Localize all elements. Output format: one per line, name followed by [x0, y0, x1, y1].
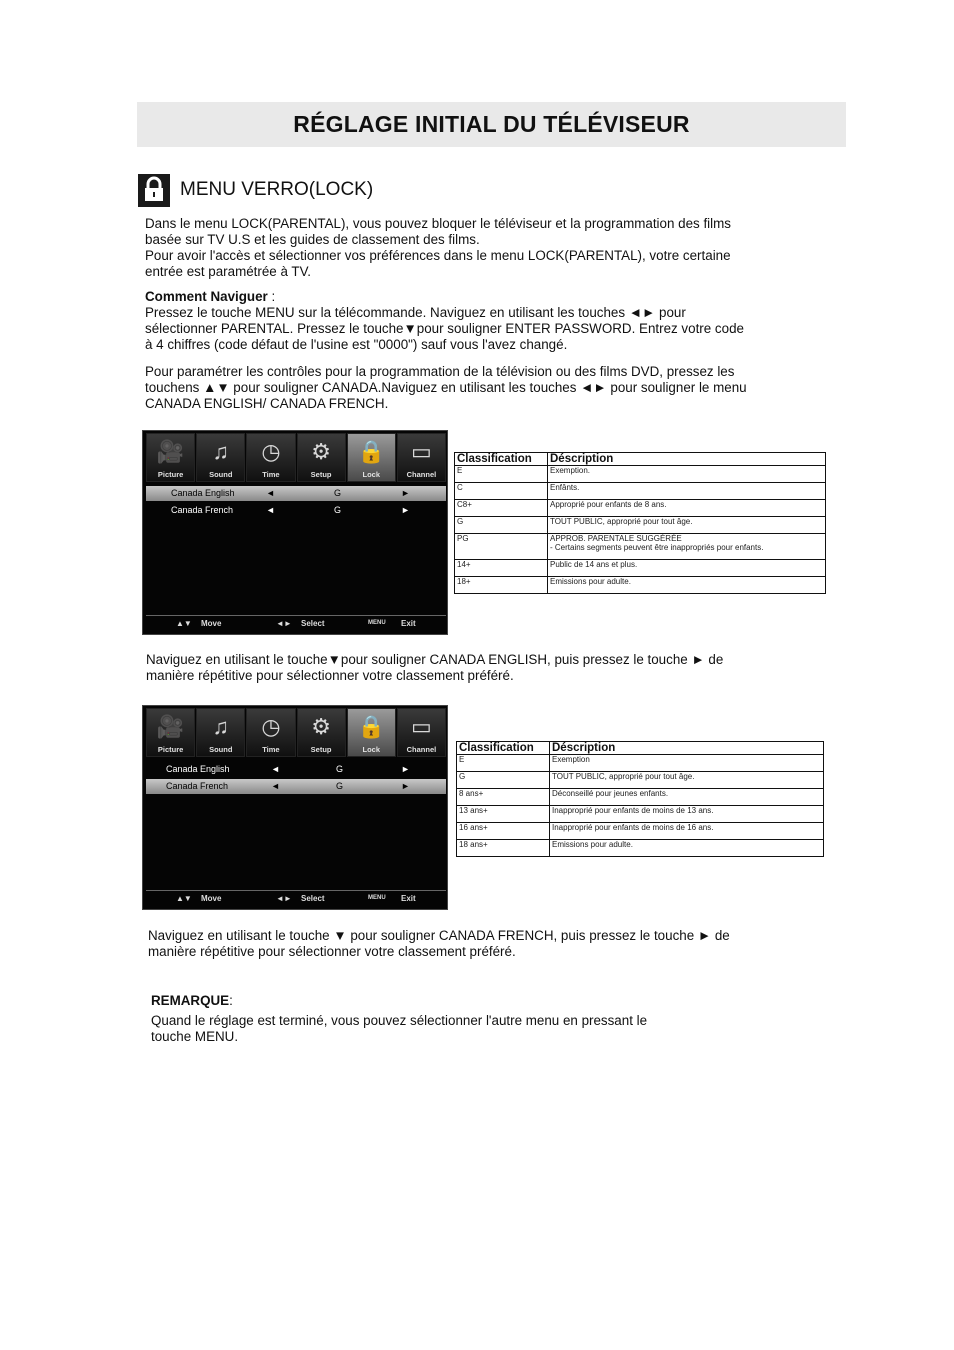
clock-icon: ◷ [261, 439, 281, 464]
tab-sound: ♫ Sound [196, 433, 245, 482]
navigation-paragraph [145, 289, 805, 353]
menu-row-canada-french: Canada French ◄ G ► [171, 505, 410, 515]
navigate-heading: Comment Naviguer [145, 289, 268, 304]
menu-key-icon: MENU [368, 895, 386, 901]
table-row: C8+ Approprié pour enfants de 8 ans. [455, 500, 826, 517]
tab-time: ◷ Time [246, 708, 295, 757]
page-title: RÉGLAGE INITIAL DU TÉLÉVISEUR [293, 111, 690, 137]
params-paragraph [145, 364, 805, 412]
table-row: C Enfânts. [455, 483, 826, 500]
select-hint-icon: ◄► [276, 619, 292, 628]
table-row: 8 ans+ Déconseillé pour jeunes enfants. [457, 789, 824, 806]
table-header-row: Classification Déscription [457, 742, 824, 755]
table-header-row: Classification Déscription [455, 453, 826, 466]
menu-row-canada-english: Canada English ◄ G ► [166, 764, 410, 774]
table-row: PG APPROB. PARENTALE SUGGÉRÉE - Certains segments peuvent être inappropriés pour enfants. [455, 534, 826, 560]
monitor-icon: ▭ [411, 714, 432, 739]
navigate-line: à 4 chiffres (code défaut de l'usine est "0000") sauf vous l'avez changé. [145, 337, 568, 352]
note-line: touche MENU. [151, 1029, 239, 1044]
menu-row-canada-french: Canada French ◄ G ► [146, 779, 446, 794]
lock-icon: 🔒 [357, 439, 385, 464]
left-arrow-icon: ◄ [266, 488, 275, 498]
table-row: G TOUT PUBLIC, approprié pour tout âge. [455, 517, 826, 534]
music-icon: ♫ [212, 439, 229, 464]
tv-menu-footer: ▲▼ Move ◄► Select MENU Exit [146, 615, 446, 631]
intro-paragraph [145, 216, 805, 280]
table-row: E Exemption. [455, 466, 826, 483]
left-arrow-icon: ◄ [266, 505, 275, 515]
move-hint-icon: ▲▼ [176, 894, 192, 903]
table-row: E Exemption [457, 755, 824, 772]
intro-line: Dans le menu LOCK(PARENTAL), vous pouvez bloquer le téléviseur et la programmation des films [145, 216, 731, 231]
clock-icon: ◷ [261, 714, 281, 739]
note-line: Quand le réglage est terminé, vous pouvez sélectionner l'autre menu en pressant le [151, 1013, 648, 1028]
note-block [151, 993, 751, 1045]
tv-menu-footer: ▲▼ Move ◄► Select MENU Exit [146, 890, 446, 906]
rating-table-french [456, 741, 824, 857]
tab-picture: 🎥 Picture [146, 433, 195, 482]
navigate-line: Pressez le touche MENU sur la télécommande. Naviguez en utilisant les touches ◄► pour [145, 305, 686, 320]
right-arrow-icon: ► [401, 488, 410, 498]
table-row: 14+ Public de 14 ans et plus. [455, 560, 826, 577]
table-row: 13 ans+ Inapproprié pour enfants de moins de 13 ans. [457, 806, 824, 823]
monitor-icon: ▭ [411, 439, 432, 464]
move-hint-icon: ▲▼ [176, 619, 192, 628]
right-arrow-icon: ► [401, 505, 410, 515]
rating-table-english [454, 452, 826, 594]
table-row: 18 ans+ Emissions pour adulte. [457, 840, 824, 857]
params-line: Pour paramétrer les contrôles pour la programmation de la télévision ou des films DVD, pressez les [145, 364, 735, 379]
french-instruction: Naviguez en utilisant le touche ▼ pour souligner CANADA FRENCH, puis pressez le touche ► de manière répétitive pour sélectionner votre classement préféré. [148, 928, 730, 959]
wrench-icon: ⚙ [311, 439, 331, 464]
camera-icon: 🎥 [156, 714, 185, 739]
right-arrow-icon: ► [401, 764, 410, 774]
tab-channel: ▭ Channel [397, 433, 446, 482]
tab-channel: ▭ Channel [397, 708, 446, 757]
tab-setup: ⚙ Setup [297, 708, 346, 757]
section-title: MENU VERRO(LOCK) [180, 179, 374, 200]
tab-lock: 🔒 Lock [347, 433, 396, 482]
navigate-heading-suffix: : [267, 289, 276, 304]
table-row: G TOUT PUBLIC, approprié pour tout âge. [457, 772, 824, 789]
params-line: CANADA ENGLISH/ CANADA FRENCH. [145, 396, 389, 411]
left-arrow-icon: ◄ [271, 781, 280, 791]
camera-icon: 🎥 [156, 439, 185, 464]
intro-line: basée sur TV U.S et les guides de classement des films. [145, 232, 480, 247]
tab-setup: ⚙ Setup [297, 433, 346, 482]
tab-picture: 🎥 Picture [146, 708, 195, 757]
tab-time: ◷ Time [246, 433, 295, 482]
note-heading-suffix: : [229, 993, 233, 1008]
title-bar [137, 102, 846, 147]
navigate-line: sélectionner PARENTAL. Pressez le touche▼pour souligner ENTER PASSWORD. Entrez votre code [145, 321, 744, 336]
menu-row-canada-english: Canada English ◄ G ► [146, 486, 446, 501]
tab-lock: 🔒 Lock [347, 708, 396, 757]
tab-sound: ♫ Sound [196, 708, 245, 757]
table-row: 18+ Emissions pour adulte. [455, 577, 826, 594]
left-arrow-icon: ◄ [271, 764, 280, 774]
tv-menu-tabs [146, 433, 446, 480]
table-row: 16 ans+ Inapproprié pour enfants de moins de 16 ans. [457, 823, 824, 840]
intro-line: entrée est paramétrée à TV. [145, 264, 311, 279]
right-arrow-icon: ► [401, 781, 410, 791]
wrench-icon: ⚙ [311, 714, 331, 739]
english-instruction: Naviguez en utilisant le touche▼pour souligner CANADA ENGLISH, puis pressez le touche ► de manière répétitive pour sélectionner votre classement préféré. [146, 652, 724, 683]
select-hint-icon: ◄► [276, 894, 292, 903]
params-line: touchens ▲▼ pour souligner CANADA.Naviguez en utilisant les touches ◄► pour souligner le menu [145, 380, 747, 395]
tv-menu-screenshot-french [142, 705, 448, 910]
note-heading: REMARQUE [151, 993, 230, 1008]
lock-icon: 🔒 [357, 714, 385, 739]
tv-menu-screenshot-english [142, 430, 448, 635]
menu-key-icon: MENU [368, 620, 386, 626]
intro-line: Pour avoir l'accès et sélectionner vos préférences dans le menu LOCK(PARENTAL), votre certaine [145, 248, 731, 263]
music-icon: ♫ [212, 714, 229, 739]
lock-icon [138, 174, 170, 207]
tv-menu-tabs [146, 708, 446, 755]
